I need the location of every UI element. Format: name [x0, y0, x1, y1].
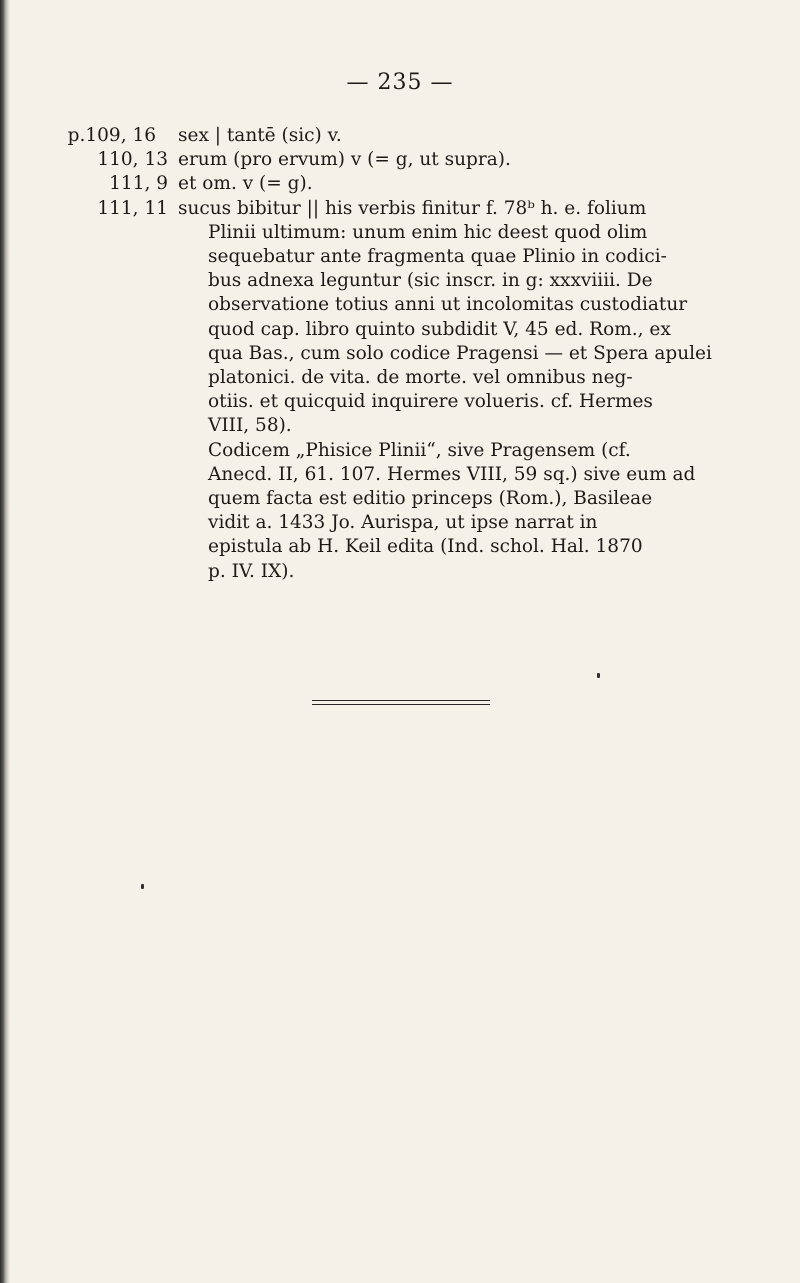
note-line: otiis. et quicquid inquirere volueris. cf. Hermes — [208, 391, 653, 413]
note-line: platonici. de vita. de morte. vel omnibus neg- — [208, 367, 633, 389]
note-line: vidit a. 1433 Jo. Aurispa, ut ipse narrat in — [208, 512, 598, 534]
entry-2 — [28, 148, 768, 172]
note-paragraph-start: Codicem „Phisice Plinii“, sive Pragensem (cf. — [208, 439, 631, 461]
entry-ref: 111, 9 — [109, 173, 168, 195]
note-line: qua Bas., cum solo codice Pragensi — et Spera apulei — [208, 342, 712, 364]
note-line: quod cap. libro quinto subdidit V, 45 ed. Rom., ex — [208, 318, 671, 340]
entry-4 — [28, 197, 768, 584]
note-line: sex | tantē (sic) v. — [178, 125, 342, 146]
closing-rule — [312, 700, 490, 701]
note-line: observatione totius anni ut incolomitas custodiatur — [208, 294, 688, 316]
entry-ref: p.109, 16 — [67, 125, 156, 146]
ink-speck — [597, 673, 600, 678]
entry-note — [178, 124, 768, 148]
note-line: VIII, 58). — [208, 415, 292, 437]
note-line: epistula ab H. Keil edita (Ind. schol. Hal. 1870 — [208, 536, 643, 558]
ink-speck — [141, 884, 144, 889]
note-line: sequebatur ante fragmenta quae Plinio in codici- — [208, 246, 667, 268]
entry-1 — [28, 124, 768, 148]
note-line: sucus bibitur || his verbis finitur f. 78ᵇ h. e. folium — [178, 197, 647, 219]
entry-note — [178, 148, 768, 172]
entry-note — [178, 197, 768, 584]
note-line: et om. v (= g). — [178, 173, 313, 195]
note-line: Plinii ultimum: unum enim hic deest quod olim — [208, 221, 648, 243]
entry-3 — [28, 172, 768, 196]
apparatus-entries — [28, 124, 768, 584]
entry-ref: 111, 11 — [97, 197, 168, 219]
note-line: erum (pro ervum) v (= g, ut supra). — [178, 149, 511, 171]
entry-ref: 110, 13 — [97, 149, 168, 171]
note-line: p. IV. IX). — [208, 560, 295, 582]
entry-note — [178, 172, 768, 196]
closing-rule-double — [312, 704, 490, 705]
page-edge-shadow — [0, 0, 10, 1283]
note-line: Anecd. II, 61. 107. Hermes VIII, 59 sq.) sive eum ad — [208, 463, 696, 485]
note-line: quem facta est editio princeps (Rom.), Basileae — [208, 488, 653, 510]
page-number: — 235 — — [346, 70, 454, 95]
note-line: bus adnexa leguntur (sic inscr. in g: xxxviiii. De — [208, 270, 653, 292]
